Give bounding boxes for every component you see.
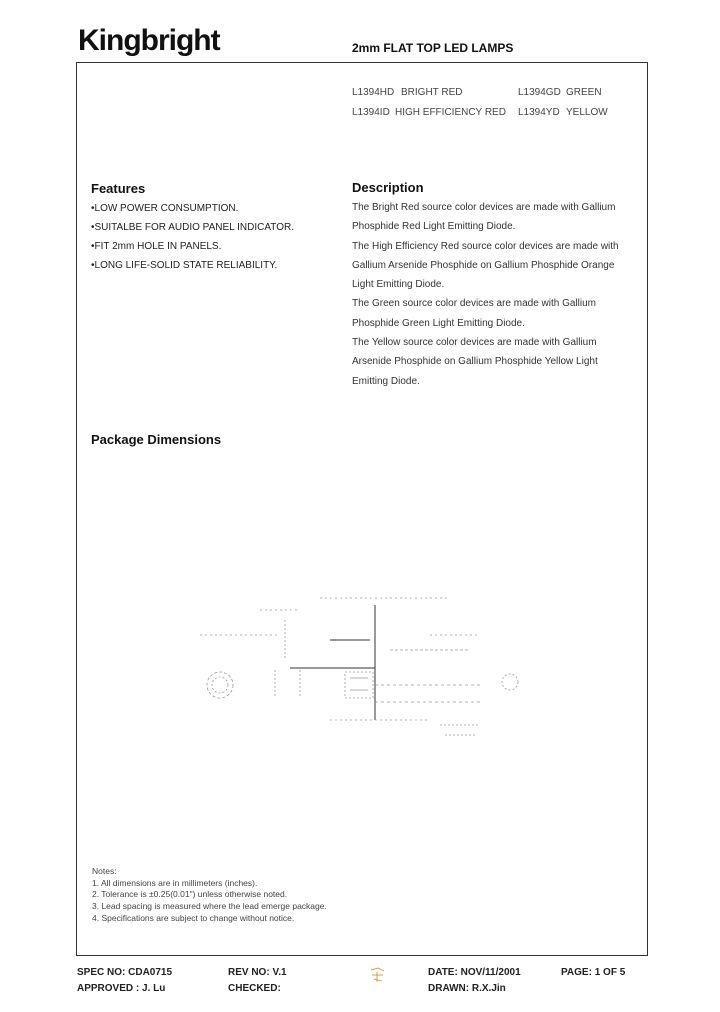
description-body [352, 198, 642, 391]
approved-field [77, 983, 165, 994]
rev-label: REV NO: [228, 967, 270, 978]
page-label: PAGE: [561, 967, 592, 978]
drawn-label: DRAWN: [428, 983, 470, 994]
features-heading: Features [91, 181, 146, 196]
page-value: 1 OF 5 [594, 967, 626, 978]
part-color-2: GREEN [566, 87, 602, 98]
description-line: The Yellow source color devices are made with Gallium [352, 337, 597, 349]
description-heading: Description [352, 180, 424, 195]
feature-item: •FIT 2mm HOLE IN PANELS. [91, 241, 222, 252]
part-code-2: L1394GD [518, 87, 561, 98]
description-line: Light Emitting Diode. [352, 279, 445, 291]
part-code-1: L1394HD [352, 87, 395, 98]
description-line: Arsenide Phosphide on Gallium Phosphide Yellow Light [352, 356, 598, 368]
spec-number [77, 967, 172, 978]
description-line: Emitting Diode. [352, 375, 420, 387]
description-line: Phosphide Green Light Emitting Diode. [352, 317, 525, 329]
revision-number [228, 967, 287, 978]
date-label: DATE: [428, 967, 458, 978]
feature-item: •LONG LIFE-SOLID STATE RELIABILITY. [91, 260, 278, 271]
approved-value: J. Lu [142, 983, 166, 994]
part-color-4: YELLOW [566, 107, 608, 118]
part-color-3: HIGH EFFICIENCY RED [395, 107, 506, 118]
brand-logo: Kingbright [78, 24, 220, 57]
note-item: 1. All dimensions are in millimeters (inches). [92, 877, 258, 888]
drawn-field [428, 983, 506, 994]
part-code-4: L1394YD [518, 107, 560, 118]
note-item: 2. Tolerance is ±0.25(0.01") unless otherwise noted. [92, 889, 288, 900]
document-title: 2mm FLAT TOP LED LAMPS [352, 41, 514, 55]
note-item: 3. Lead spacing is measured where the lead emerge package. [92, 901, 327, 912]
description-line: Phosphide Red Light Emitting Diode. [352, 221, 516, 233]
date-value: NOV/11/2001 [460, 967, 521, 978]
spec-value: CDA0715 [128, 967, 173, 978]
description-line: Gallium Arsenide Phosphide on Gallium Phosphide Orange [352, 259, 615, 271]
part-code-3: L1394ID [352, 107, 390, 118]
package-dimensions-heading: Package Dimensions [91, 432, 222, 447]
checked-field [228, 983, 281, 994]
description-line: The Green source color devices are made with Gallium [352, 298, 596, 310]
rev-value: V.1 [272, 967, 287, 978]
package-dimensions-drawing [190, 590, 530, 750]
notes-block [92, 866, 327, 925]
content-frame [76, 62, 648, 956]
date-field [428, 967, 521, 978]
feature-item: •SUITALBE FOR AUDIO PANEL INDICATOR. [91, 222, 294, 233]
drawn-value: R.X.Jin [471, 983, 506, 994]
feature-item: •LOW POWER CONSUMPTION. [91, 203, 239, 214]
note-item: 4. Specifications are subject to change without notice. [92, 912, 295, 923]
description-line: The Bright Red source color devices are made with Gallium [352, 202, 616, 213]
checked-label: CHECKED: [228, 983, 281, 994]
approval-stamp-icon [368, 966, 388, 984]
approved-label: APPROVED : [77, 983, 140, 994]
part-color-1: BRIGHT RED [401, 87, 463, 98]
spec-label: SPEC NO: [77, 967, 126, 978]
notes-heading: Notes: [92, 866, 117, 876]
description-line: The High Efficiency Red source color devices are made with [352, 240, 619, 252]
page-field [561, 967, 625, 978]
